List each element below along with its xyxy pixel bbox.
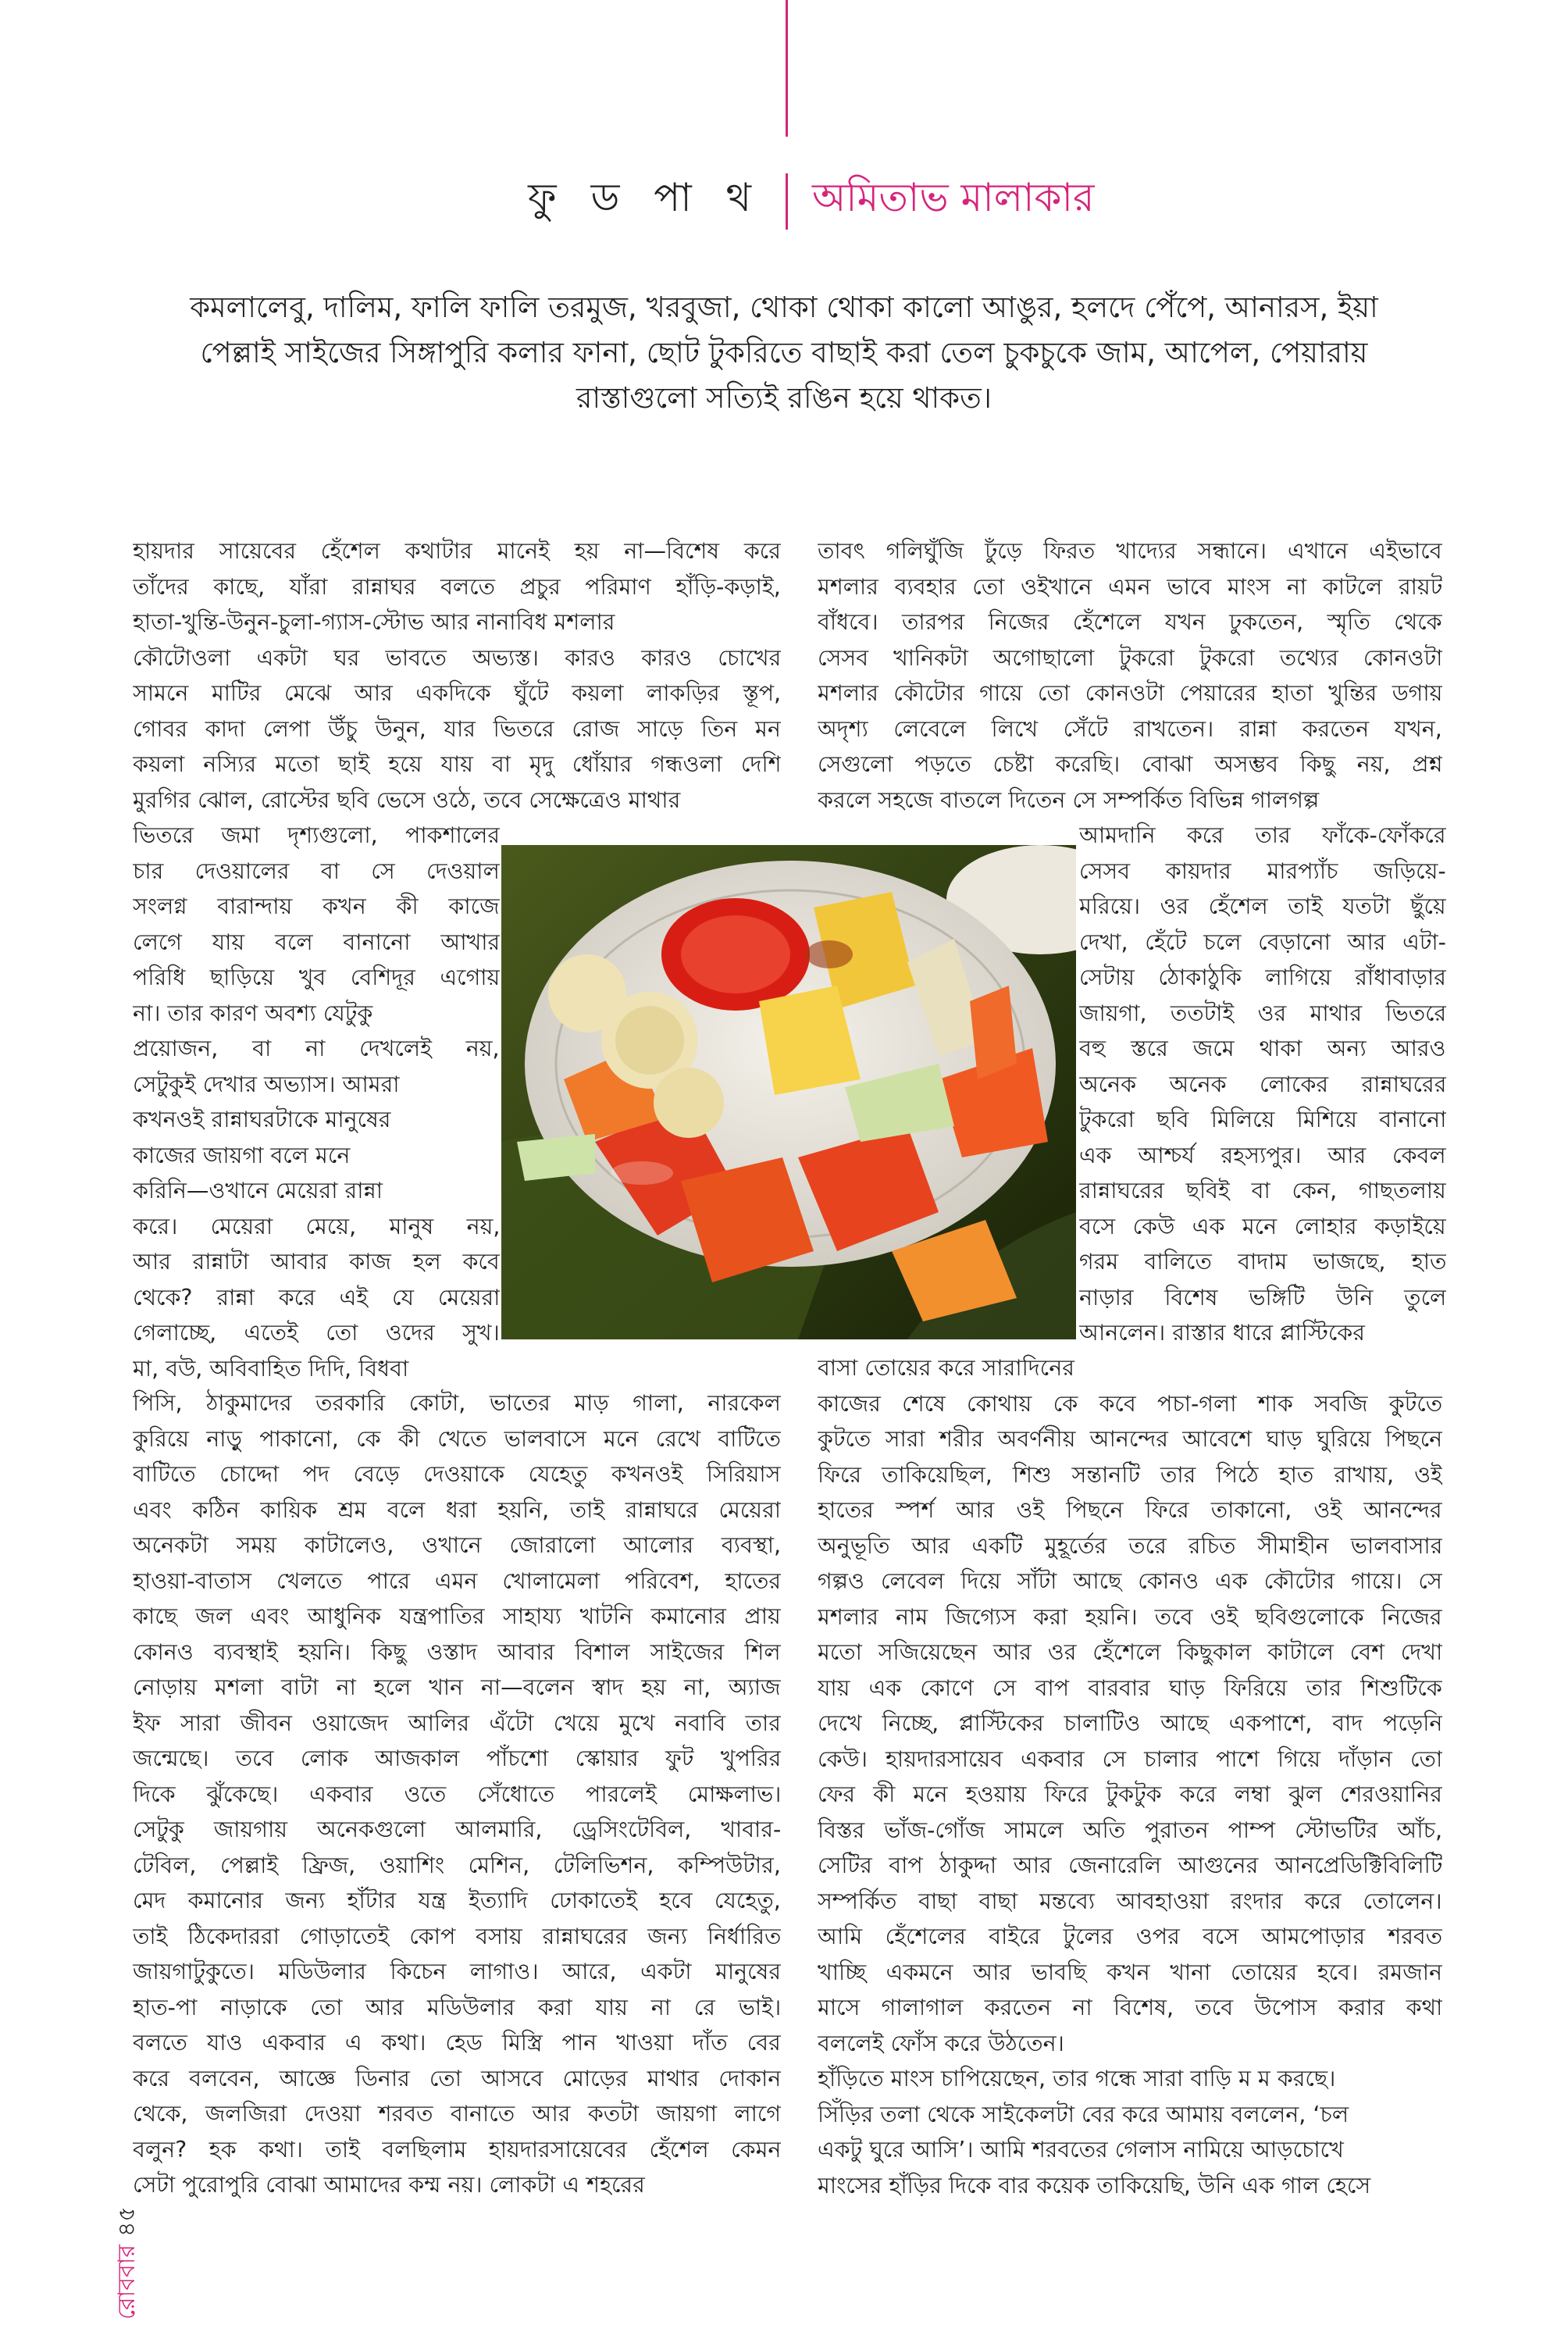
text-line: হায়দার সায়েবের হেঁশেল কথাটার মানেই হয় না—বিশেষ করে [133,538,781,564]
banana-slice [654,1068,724,1138]
intro-line: পেল্লাই সাইজের সিঙ্গাপুরি কলার ফানা, ছোট টুকরিতে বাছাই করা তেল চুকচুকে জাম, আপেল, পেয়ারায় [200,336,1368,369]
text-line: মুরগির ঝোল, রোস্টের ছবি ভেসে ওঠে, তবে সেক্ষেত্রেও মাথার [133,786,681,813]
page-folio [81,2156,141,2327]
text-line: এক আশ্চর্য রহস্যপুর। আর কেবল [1079,1142,1446,1168]
text-line: মতো সজিয়েছেন আর ওর হেঁশেলে কিছুকাল কাটালে বেশ দেখা [818,1639,1442,1665]
right-column-top [818,533,1442,818]
text-line: মাসে গালাগাল করতেন না বিশেষ, তবে উপোস করার কথা [818,1995,1442,2020]
text-line: দিকে ঝুঁকেছে। একবার ওতে সেঁধোতে পারলেই মোক্ষলাভ। [133,1781,781,1807]
text-line: আনলেন। রাস্তার ধারে প্লাস্টিকের [1079,1320,1365,1346]
text-line: দেখে নিচ্ছে, প্লাস্টিকের চালাটিও আছে একপাশে, বাদ পড়েনি [818,1710,1442,1736]
right-column-wrap [1079,818,1446,1351]
text-line: কৌটোওলা একটা ঘর ভাবতে অভ্যস্ত। কারও কারও চোখের [133,644,781,671]
text-line: জন্মেছে। তবে লোক আজকাল পাঁচশো স্কোয়ার ফুট খুপরির [133,1746,781,1771]
text-line: আমি হেঁশেলের বাইরে টুলের ওপর বসে আমপোড়ার শরবত [818,1924,1442,1949]
text-line: সামনে মাটির মেঝে আর একদিকে ঘুঁটে কয়লা লাকড়ির স্তূপ, [133,680,781,706]
left-column-wrap [133,818,500,1386]
text-line: করে। মেয়েরা মেয়ে, মানুষ নয়, [133,1213,500,1239]
cucumber-slice [517,1134,595,1181]
text-line: বসে কেউ এক মনে লোহার কড়াইয়ে [1079,1213,1446,1239]
text-line: বহু স্তরে জমে থাকা অন্য আরও [1079,1036,1446,1061]
text-line: তাই ঠিকেদাররা গোড়াতেই কোপ বসায় রান্নাঘরের জন্য নির্ধারিত [133,1923,781,1949]
text-line: গল্পও লেবেল দিয়ে সাঁটা আছে কোনও এক কৌটোর গায়ে। সে [818,1568,1442,1594]
text-line: মশলার ব্যবহার তো ওইখানে এমন ভাবে মাংস না কাটলে রায়ট [818,573,1442,600]
author-name: অমিতাভ মালাকার [812,175,1095,220]
fruit-plate-image [501,845,1076,1339]
text-line: এবং কঠিন কায়িক শ্রম বলে ধরা হয়নি, তাই রান্নাঘরে মেয়েরা [133,1496,781,1523]
text-line: মা, বউ, অবিবাহিত দিদি, বিধবা [133,1355,409,1382]
text-line: ভিতরে জমা দৃশ্যগুলো, পাকশালের [133,822,500,848]
text-line: গোবর কাদা লেপা উঁচু উনুন, যার ভিতরে রোজ সাড়ে তিন মন [133,715,781,742]
page-number: ৪৫ [113,2206,141,2238]
text-line: কেউ। হায়দারসায়েব একবার সে চালার পাশে গিয়ে দাঁড়ান তো [818,1746,1442,1772]
text-line: মাংসের হাঁড়ির দিকে বার কয়েক তাকিয়েছি, উনি এক গাল হেসে [818,2172,1371,2198]
text-line: বলতে যাও একবার এ কথা। হেড মিস্ত্রি পান খাওয়া দাঁত বের [133,2030,781,2056]
text-line: বাঁধবে। তারপর নিজের হেঁশেলে যখন ঢুকতেন, স্মৃতি থেকে [818,609,1442,635]
text-line: থেকে, জলজিরা দেওয়া শরবত বানাতে আর কতটা জায়গা লাগে [133,2101,781,2127]
text-line: সেটায় ঠোকাঠুকি লাগিয়ে রাঁধাবাড়ার [1079,965,1446,990]
intro-paragraph [133,285,1435,421]
text-line: সেসব কায়দার মারপ্যাঁচ জড়িয়ে- [1079,858,1446,884]
text-line: অনেক অনেক লোকের রান্নাঘরের [1079,1071,1446,1097]
text-line: সেটির বাপ ঠাকুদ্দা আর জেনারেলি আগুনের আনপ্রেডিক্টিবিলিটি [818,1853,1442,1878]
text-line: জায়গা, ততটাই ওর মাথার ভিতরে [1079,1000,1446,1026]
text-line: সেটুকুই দেখার অভ্যাস। আমরা [133,1071,400,1097]
top-accent-line [786,0,788,137]
series-title: ফু ড পা থ [528,175,762,220]
text-line: জায়গাটুকুতে। মডিউলার কিচেন লাগাও। আরে, একটা মানুষের [133,1959,781,1984]
text-line: গেলাচ্ছে, এতেই তো ওদের সুখ। [133,1320,500,1346]
text-line: নোড়ায় মশলা বাটা না হলে খান না—বলেন স্বাদ হয় না, অ্যাজ [133,1674,781,1700]
text-line: প্রয়োজন, বা না দেখলেই নয়, [133,1036,500,1061]
text-line: চার দেওয়ালের বা সে দেওয়াল [133,858,500,884]
text-line: অদৃশ্য লেবেলে লিখে সেঁটে রাখতেন। রান্না করতেন যখন, [818,715,1442,742]
text-line: হাতের স্পর্শ আর ওই পিছনে ফিরে তাকানো, ওই আনন্দের [818,1497,1442,1523]
text-line: বললেই ফোঁস করে উঠতেন। [818,2030,1064,2056]
text-line: থেকে? রান্না করে এই যে মেয়েরা [133,1284,500,1311]
text-line: ইফ সারা জীবন ওয়াজেদ আলির এঁটো খেয়ে মুখে নবাবি তার [133,1710,781,1736]
text-line: দেখা, হেঁটে চলে বেড়ানো আর এটা- [1079,929,1446,955]
header-divider [786,173,788,230]
left-column-top [133,533,781,818]
text-line: কাজের জায়গা বলে মনে [133,1142,351,1168]
text-line: নাড়ার বিশেষ ভঙ্গিটি উনি তুলে [1079,1284,1446,1311]
magazine-name: রোববার [113,2245,141,2320]
text-line: ফিরে তাকিয়েছিল, শিশু সন্তানটি তার পিঠে হাত রাখায়, ওই [818,1461,1442,1488]
column-header [0,164,1568,242]
text-line: অনেকটা সময় কাটালেও, ওখানে জোরালো আলোর ব্যবস্থা, [133,1532,781,1558]
text-line: গরম বালিতে বাদাম ভাজছে, হাত [1079,1249,1446,1275]
text-line: সংলগ্ন বারান্দায় কখন কী কাজে [133,893,500,919]
text-line: বাটিতে চোদ্দো পদ বেড়ে দেওয়াকে যেহেতু কখনওই সিরিয়াস [133,1461,781,1487]
text-line: তাবৎ গলিঘুঁজি ঢুঁড়ে ফিরত খাদ্যের সন্ধানে। এখানে এইভাবে [818,538,1442,564]
text-line: কুটতে সারা শরীর অবর্ণনীয় আনন্দের আবেশে ঘাড় ঘুরিয়ে পিছনে [818,1426,1442,1452]
left-column-bottom [133,1385,781,2203]
text-line: লেগে যায় বলে বানানো আখার [133,929,500,955]
text-line: করলে সহজে বাতলে দিতেন সে সম্পর্কিত বিভিন্ন গালগল্প [818,786,1320,813]
text-line: যায় এক কোণে সে বাপ বারবার ঘাড় ফিরিয়ে তার শিশুটিকে [818,1674,1442,1701]
text-line: সেটা পুরোপুরি বোঝা আমাদের কম্ম নয়। লোকটা এ শহরের [133,2172,645,2198]
text-line: বাসা তোয়ের করে সারাদিনের [818,1355,1074,1381]
text-line: কয়লা নস্যির মতো ছাই হয়ে যায় বা মৃদু ধোঁয়ার গন্ধওলা দেশি [133,751,781,777]
text-line: আমদানি করে তার ফাঁকে-ফোঁকরে [1079,822,1446,848]
text-line: কুরিয়ে নাড়ু পাকানো, কে কী খেতে ভালবাসে মনে রেখে বাটিতে [133,1425,781,1452]
text-line: একটু ঘুরে আসি’। আমি শরবতের গেলাস নামিয়ে আড়চোখে [818,2137,1344,2163]
text-line: করিনি—ওখানে মেয়েরা রান্না [133,1178,383,1204]
text-line: হাত-পা নাড়াকে তো আর মডিউলার করা যায় না রে ভাই। [133,1994,781,2020]
text-line: আর রান্নাটা আবার কাজ হল কবে [133,1249,500,1275]
text-line: সম্পর্কিত বাছা বাছা মন্তব্যে আবহাওয়া রংদার করে তোলেন। [818,1888,1442,1914]
text-line: তাঁদের কাছে, যাঁরা রান্নাঘর বলতে প্রচুর পরিমাণ হাঁড়ি-কড়াই, [133,573,781,600]
intro-line: কমলালেবু, দালিম, ফালি ফালি তরমুজ, খরবুজা, থোকা থোকা কালো আঙুর, হলদে পেঁপে, আনারস, ইয়া [190,291,1378,324]
text-line: মরিয়ে। ওর হেঁশেল তাই যতটা ছুঁয়ে [1079,893,1446,919]
text-line: কাছে জল এবং আধুনিক যন্ত্রপাতির সাহায্য খাটনি কমানোর প্রায় [133,1603,781,1629]
text-line: না। তার কারণ অবশ্য যেটুকু [133,1000,373,1026]
text-line: পিসি, ঠাকুমাদের তরকারি কোটা, ভাতের মাড় গালা, নারকেল [133,1390,781,1416]
text-line: অনুভূতি আর একটি মুহূর্তের তরে রচিত সীমাহীন ভালবাসার [818,1532,1442,1559]
text-line: ফের কী মনে হওয়ায় ফিরে টুকটুক করে লম্বা ঝুল শেরওয়ানির [818,1781,1442,1807]
text-line: পরিধি ছাড়িয়ে খুব বেশিদূর এগোয় [133,965,500,990]
text-line: মশলার কৌটোর গায়ে তো কোনওটা পেয়ারের হাতা খুন্তির ডগায় [818,680,1442,706]
text-line: রান্নাঘরের ছবিই বা কেন, গাছতলায় [1079,1178,1446,1204]
text-line: কখনওই রান্নাঘরটাকে মানুষের [133,1107,391,1132]
text-line: সেসব খানিকটা অগোছালো টুকরো টুকরো তথ্যের কোনওটা [818,644,1442,671]
text-line: হাতা-খুন্তি-উনুন-চুলা-গ্যাস-স্টোভ আর নানাবিধ মশলার [133,609,615,635]
text-line: টেবিল, পেল্লাই ফ্রিজ, ওয়াশিং মেশিন, টেলিভিশন, কম্পিউটার, [133,1852,781,1878]
text-line: সিঁড়ির তলা থেকে সাইকেলটা বের করে আমায় বললেন, ‘চল [818,2101,1349,2127]
text-line: করে বলবেন, আজ্ঞে ডিনার তো আসবে মোড়ের মাথার দোকান [133,2065,781,2091]
papaya-slice [970,986,1017,1079]
text-line: সেটুকু জায়গায় অনেকগুলো আলমারি, ড্রেসিংটেবিল, খাবার- [133,1817,781,1842]
right-column-bottom [818,1350,1442,2203]
fruit-plate-photo [501,845,1076,1339]
text-line: খাচ্ছি একমনে আর ভাবছি কখন খানা তোয়ের হবে। রমজান [818,1959,1442,1985]
text-line: কাজের শেষে কোথায় কে কবে পচা-গলা শাক সবজি কুটতে [818,1390,1442,1417]
text-line: কোনও ব্যবস্থাই হয়নি। কিছু ওস্তাদ আবার বিশাল সাইজের শিল [133,1639,781,1665]
text-line: টুকরো ছবি মিলিয়ে মিশিয়ে বানানো [1079,1107,1446,1132]
text-line: বিস্তর ভাঁজ-গোঁজ সামলে অতি পুরাতন পাম্প স্টোভটির আঁচ, [818,1817,1442,1843]
text-line: মশলার নাম জিগ্যেস করা হয়নি। তবে ওই ছবিগুলোকে নিজের [818,1603,1442,1630]
intro-line: রাস্তাগুলো সত্যিই রঙিন হয়ে থাকত। [576,381,992,415]
banana-slice [548,954,626,1032]
text-line: হাওয়া-বাতাস খেলতে পারে এমন খোলামেলা পরিবেশ, হাতের [133,1567,781,1594]
text-line: হাঁড়িতে মাংস চাপিয়েছেন, তার গন্ধে সারা বাড়ি ম ম করছে। [818,2066,1336,2091]
text-line: সেগুলো পড়তে চেষ্টা করেছি। বোঝা অসম্ভব কিছু নয়, প্রশ্ন [818,751,1442,777]
text-line: বলুন? হক কথা। তাই বলছিলাম হায়দারসায়েবের হেঁশেল কেমন [133,2136,781,2163]
text-line: মেদ কমানোর জন্য হাঁটার যন্ত্র ইত্যাদি ঢোকাতেই হবে যেহেতু, [133,1888,781,1913]
